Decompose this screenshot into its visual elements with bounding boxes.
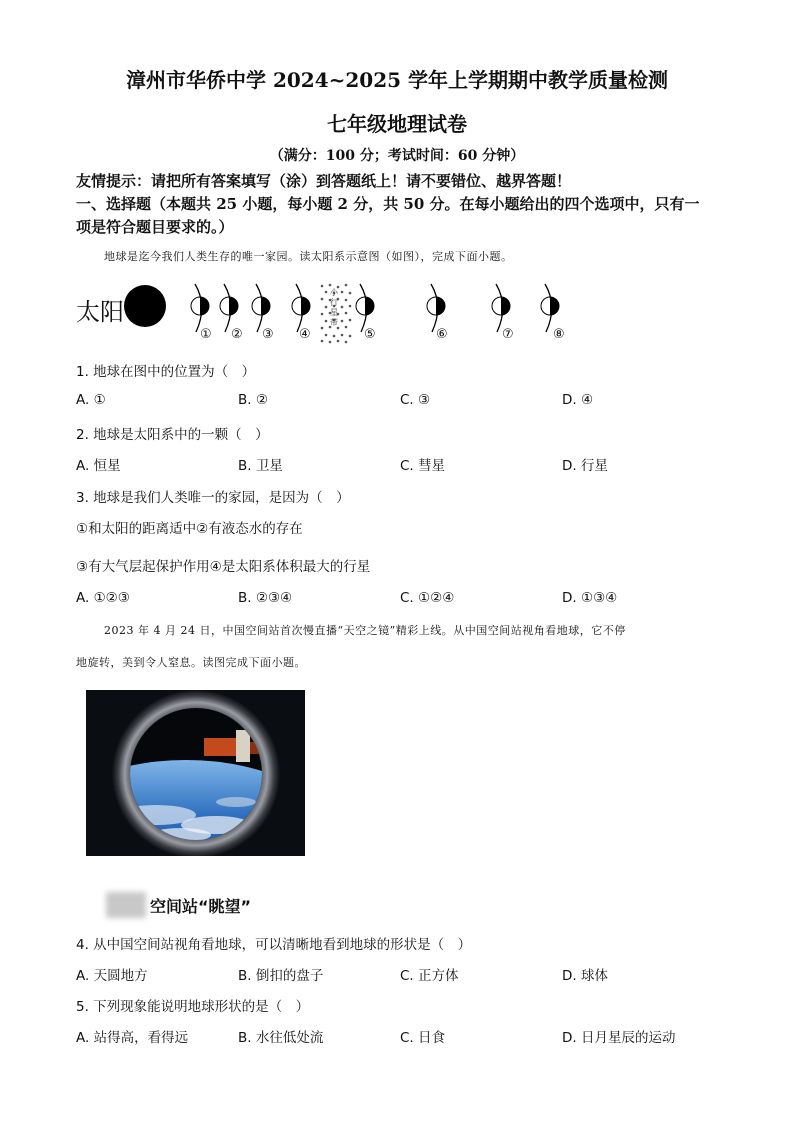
planet-number-5: ⑤ [364, 327, 376, 342]
exam-title: 漳州市华侨中学 2024~2025 学年上学期期中教学质量检测 [125, 68, 668, 92]
section1-line1: 一、选择题（本题共 25 小题，每小题 2 分，共 50 分。在每小题给出的四个选项中，只有一 [76, 195, 700, 213]
planet-5 [356, 284, 374, 332]
q5-option-d: D. 日月星辰的运动 [562, 1030, 676, 1046]
exam-subtitle: 七年级地理试卷 [327, 112, 467, 136]
sun-label: 太阳 [76, 298, 124, 326]
solar-system-diagram [72, 280, 592, 348]
planet-1 [191, 284, 209, 332]
section1-line2: 项是符合题目要求的。） [76, 218, 234, 236]
planet-7 [492, 284, 510, 332]
q1-option-a: A. ① [76, 392, 106, 408]
planet-number-4: ④ [299, 327, 311, 342]
planet-number-7: ⑦ [502, 327, 514, 342]
planets-group [191, 284, 559, 332]
q4-option-c: C. 正方体 [400, 968, 459, 984]
q1-option-d: D. ④ [562, 392, 594, 408]
q4-option-b: B. 倒扣的盘子 [238, 968, 324, 984]
q1-option-b: B. ② [238, 392, 268, 408]
question-1-stem: 1. 地球在图中的位置为（ ） [76, 364, 256, 380]
q5-option-c: C. 日食 [400, 1030, 446, 1046]
q1-option-c: C. ③ [400, 392, 431, 408]
planet-number-6: ⑥ [436, 327, 448, 342]
q4-option-d: D. 球体 [562, 968, 608, 984]
planet-3 [252, 284, 270, 332]
question-3-stem: 3. 地球是我们人类唯一的家园，是因为（ ） [76, 490, 350, 506]
planet-number-1: ① [200, 327, 212, 342]
question-4-stem: 4. 从中国空间站视角看地球，可以清晰地看到地球的形状是（ ） [76, 937, 472, 953]
q2-option-a: A. 恒星 [76, 458, 121, 474]
asteroid-belt-label: 小行星带 [330, 288, 338, 327]
q2-option-d: D. 行星 [562, 458, 608, 474]
question-2-stem: 2. 地球是太阳系中的一颗（ ） [76, 427, 269, 443]
q3-option-d: D. ①③④ [562, 590, 618, 606]
q3-statement-line-1: ①和太阳的距离适中②有液态水的存在 [76, 521, 303, 537]
q5-option-b: B. 水往低处流 [238, 1030, 324, 1046]
q5-option-a: A. 站得高，看得远 [76, 1030, 189, 1046]
q2-option-c: C. 彗星 [400, 458, 446, 474]
intro-2-line-1: 2023 年 4 月 24 日，中国空间站首次慢直播“天空之镜”精彩上线。从中国空间站视角看地球，它不停 [104, 624, 626, 637]
notice: 友情提示：请把所有答案填写（涂）到答题纸上！请不要错位、越界答题！ [76, 172, 572, 190]
score-time: （满分：100 分；考试时间：60 分钟） [269, 148, 525, 164]
planet-number-2: ② [231, 327, 243, 342]
intro-2-line-2: 地旋转，美到令人窒息。读图完成下面小题。 [76, 656, 306, 669]
blurred-icon [106, 892, 146, 918]
intro-1: 地球是迄今我们人类生存的唯一家园。读太阳系示意图（如图），完成下面小题。 [104, 250, 513, 263]
q3-option-b: B. ②③④ [238, 590, 293, 606]
q3-option-c: C. ①②④ [400, 590, 455, 606]
q2-option-b: B. 卫星 [238, 458, 283, 474]
planet-number-8: ⑧ [553, 327, 565, 342]
planet-2 [220, 284, 238, 332]
planet-4 [292, 284, 310, 332]
question-5-stem: 5. 下列现象能说明地球形状的是（ ） [76, 999, 310, 1015]
space-station-photo [86, 690, 305, 856]
planet-8 [541, 284, 559, 332]
q3-statement-line-2: ③有大气层起保护作用④是太阳系体积最大的行星 [76, 559, 371, 575]
earth-window-image [86, 690, 305, 856]
photo-caption: 空间站“眺望” [150, 897, 252, 916]
planet-6 [427, 284, 445, 332]
q3-option-a: A. ①②③ [76, 590, 130, 606]
sun-disk [124, 285, 166, 327]
q4-option-a: A. 天圆地方 [76, 968, 148, 984]
planet-number-3: ③ [262, 327, 274, 342]
